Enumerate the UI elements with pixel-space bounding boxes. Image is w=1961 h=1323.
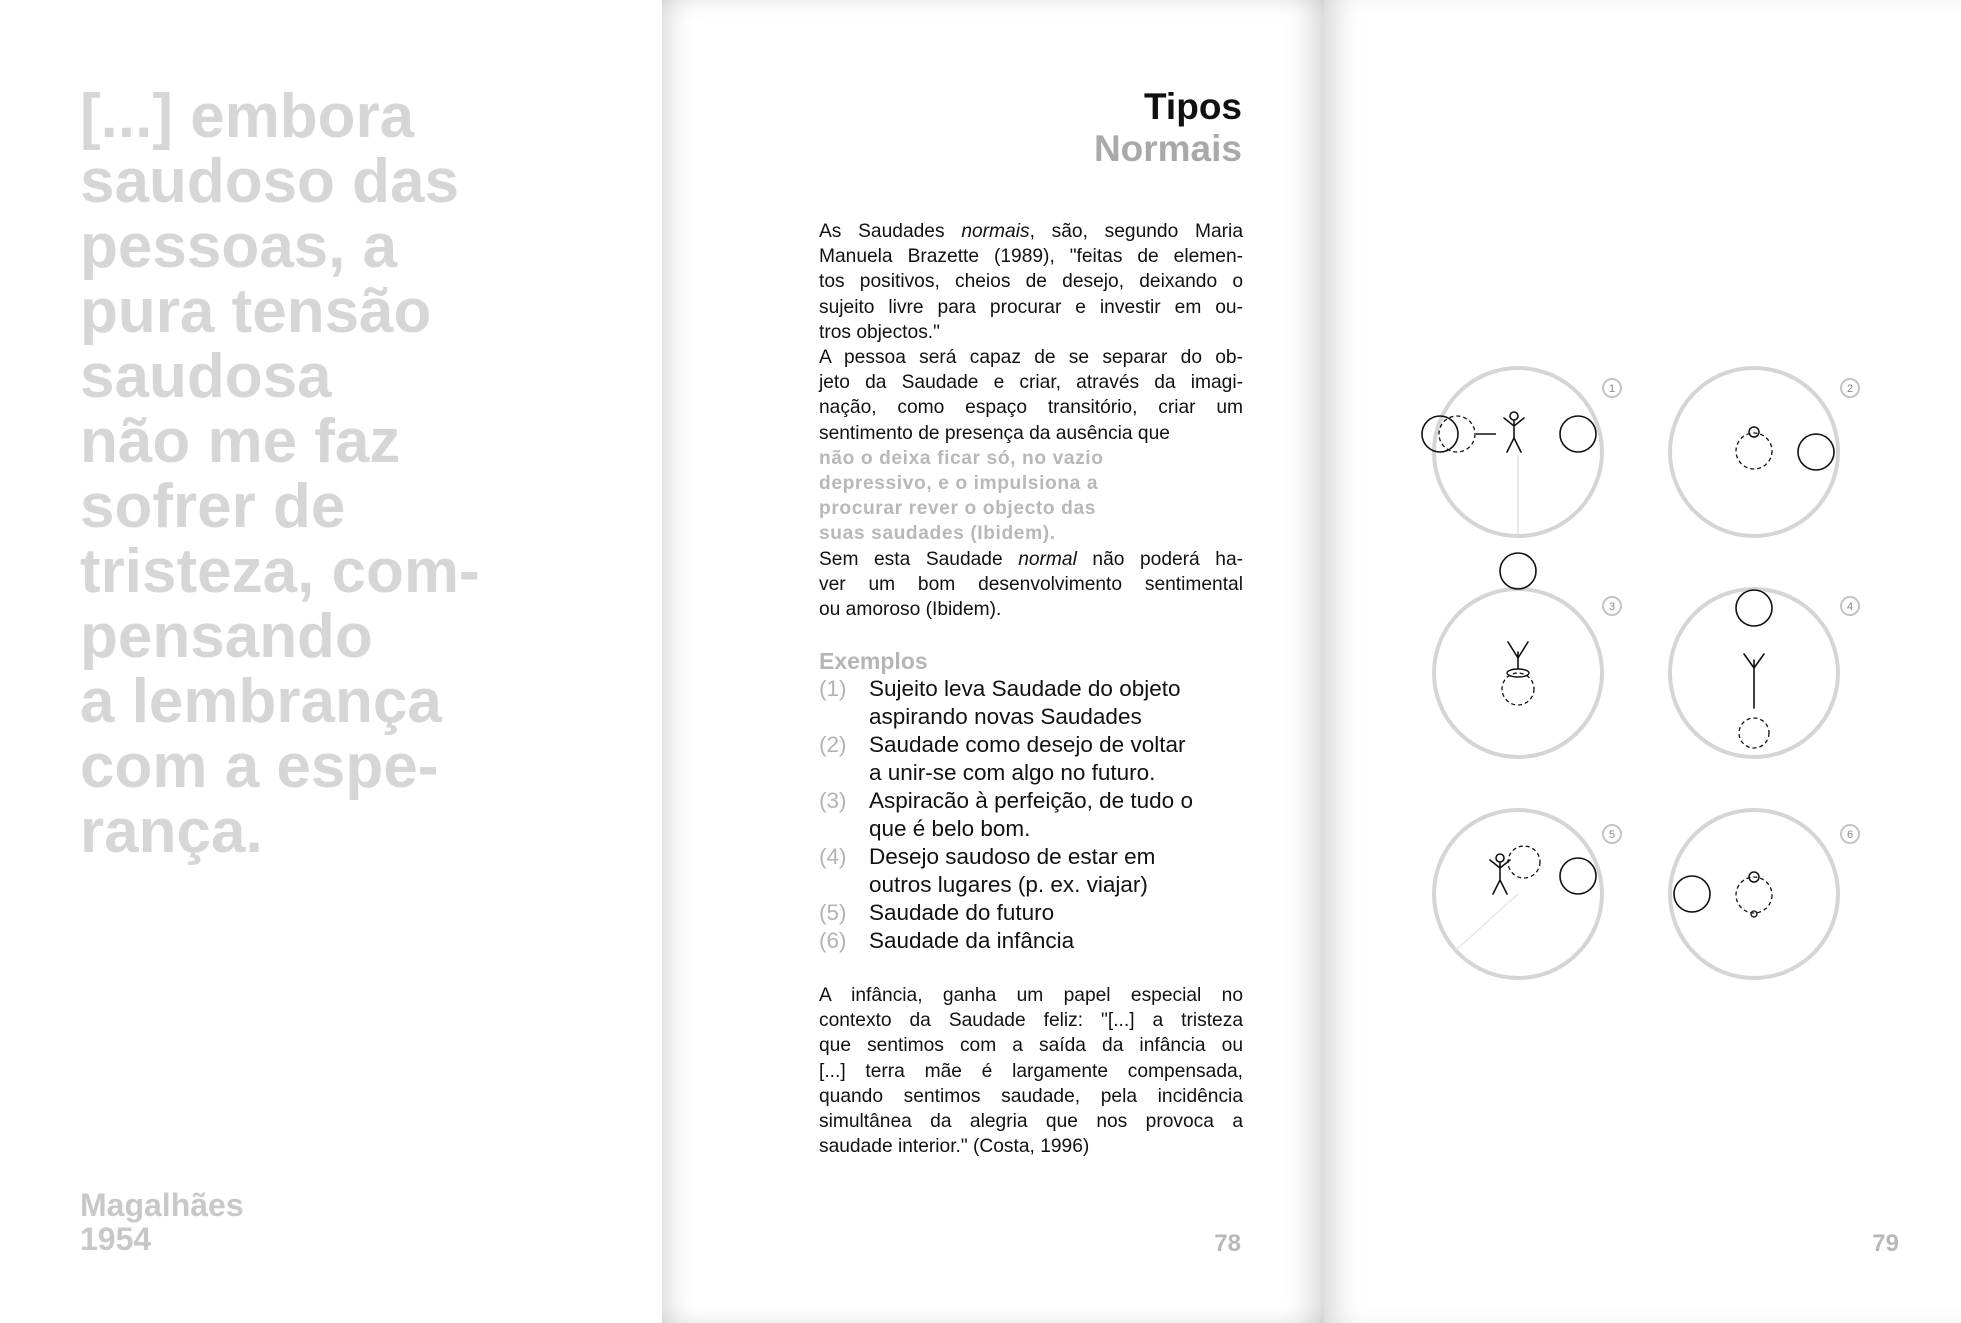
diagram-4 [1670,589,1859,757]
quote-line: não me faz [80,407,401,476]
person-figure [1490,854,1510,894]
object-circle [1736,590,1772,626]
text-line: que sentimos com a saída da infância ou [819,1035,1243,1057]
label-text: 3 [1608,601,1616,613]
example-text: aspirando novas Saudades [869,704,1142,729]
quote-line: tristeza, com- [80,537,480,606]
examples-heading: Exemplos [819,648,928,674]
example-number: (2) [819,732,847,757]
text-line: tos positivos, cheios de desejo, deixando o [819,271,1243,293]
person-figure [1749,427,1759,437]
text-line: tros objectos." [819,321,940,343]
left-page [0,0,662,1323]
person-figure [1504,412,1524,452]
example-item [819,675,1259,731]
dashed-circle [1508,846,1540,878]
example-text: Saudade como desejo de voltar [869,732,1186,757]
quote-line: com a espe- [80,732,439,801]
example-item [819,927,1259,955]
page-number: 79 [1872,1230,1899,1257]
text-line: depressivo, e o impulsiona a [819,473,1099,495]
example-item [819,843,1259,899]
person-figure [1744,654,1764,708]
quote-line: pura tensão [80,277,432,346]
example-text: outros lugares (p. ex. viajar) [869,872,1148,897]
label-text: 4 [1846,601,1854,613]
text-line: sujeito livre para procurar e investir em ou- [819,296,1243,318]
diagram-5 [1434,810,1621,978]
text-line: A pessoa será capaz de se separar do ob- [819,347,1243,369]
text-line: não o deixa ficar só, no vazio [819,447,1104,469]
intro-paragraph [819,219,1243,622]
quote-line: pensando [80,602,373,671]
dashed-circle [1439,416,1475,452]
diagram-6 [1670,810,1859,978]
intro-conclusion [819,547,1243,623]
example-text: Desejo saudoso de estar em [869,844,1156,869]
text-line: ver um bom desenvolvimento sentimental [819,573,1243,595]
example-text: Aspiracão à perfeição, de tudo o [869,788,1193,813]
example-number: (5) [819,900,847,925]
quote-line: [...] embora [80,82,415,151]
page-number: 78 [1214,1230,1241,1257]
text-line: saudade interior." (Costa, 1996) [819,1136,1090,1158]
label-text: 1 [1608,383,1616,395]
object-circle [1500,553,1536,589]
diagram-3 [1434,553,1621,757]
quote-line: saudosa [80,342,332,411]
dashed-circle [1736,433,1772,469]
example-item [819,731,1259,787]
example-item [819,787,1259,843]
quote-line: sofrer de [80,472,346,541]
text-line: nação, como espaço transitório, criar um [819,397,1243,419]
object-circle [1560,416,1596,452]
text-line: [...] terra mãe é largamente compensada, [819,1060,1243,1082]
examples-list [819,675,1259,955]
intro-text [819,219,1243,446]
dashed-circle [1502,673,1534,705]
text-line: quando sentimos saudade, pela incidência [819,1085,1243,1107]
label-text: 5 [1608,829,1616,841]
example-text: Saudade da infância [869,928,1075,953]
saudade-diagrams [1324,0,1961,1323]
object-circle [1674,876,1710,912]
closing-text [819,983,1243,1159]
dashed-circle [1739,718,1769,748]
quote-author: Magalhães [80,1187,244,1223]
text-line: ou amoroso (Ibidem). [819,599,1002,621]
text-line: contexto da Saudade feliz: "[...] a tristeza [819,1010,1243,1032]
example-number: (1) [819,676,847,701]
closing-paragraph [819,983,1243,1159]
object-circle [1560,858,1596,894]
person-figure [1508,642,1528,668]
text-line: sentimento de presença da ausência que [819,422,1170,444]
text-line: Manuela Brazette (1989), "feitas de elemen- [819,246,1243,268]
text-line: simultânea da alegria que nos provoca a [819,1111,1243,1133]
text-line: As Saudades normais, são, segundo Maria [819,221,1243,242]
example-text: a unir-se com algo no futuro. [869,760,1156,785]
middle-page [662,0,1324,1323]
page-title: Tipos [1144,86,1242,127]
quote-line: pessoas, a [80,212,398,281]
quote-year: 1954 [80,1221,152,1257]
quote-line: rança. [80,797,263,866]
example-number: (3) [819,788,847,813]
text-line: Sem esta Saudade normal não poderá ha- [819,548,1243,570]
diagram-1 [1422,368,1621,536]
object-circle [1798,434,1834,470]
right-page [1324,0,1961,1323]
label-text: 6 [1846,829,1854,841]
example-text: Saudade do futuro [869,900,1055,925]
label-text: 2 [1846,383,1854,395]
highlighted-quote [819,446,1243,547]
quote-attribution [80,1188,244,1256]
text-line: procurar rever o objecto das [819,498,1096,520]
diagram-2 [1670,368,1859,536]
example-text: que é belo bom. [869,816,1031,841]
page-subtitle: Normais [1093,128,1242,169]
example-item [819,899,1259,927]
text-line: jeto da Saudade e criar, através da imagi- [819,372,1243,394]
example-text: Sujeito leva Saudade do objeto [869,676,1181,701]
text-line: A infância, ganha um papel especial no [819,985,1243,1006]
example-number: (4) [819,844,847,869]
pull-quote [80,84,660,864]
text-line: suas saudades (Ibidem). [819,523,1056,545]
quote-line: saudoso das [80,147,459,216]
example-number: (6) [819,928,847,953]
quote-line: a lembrança [80,667,442,736]
